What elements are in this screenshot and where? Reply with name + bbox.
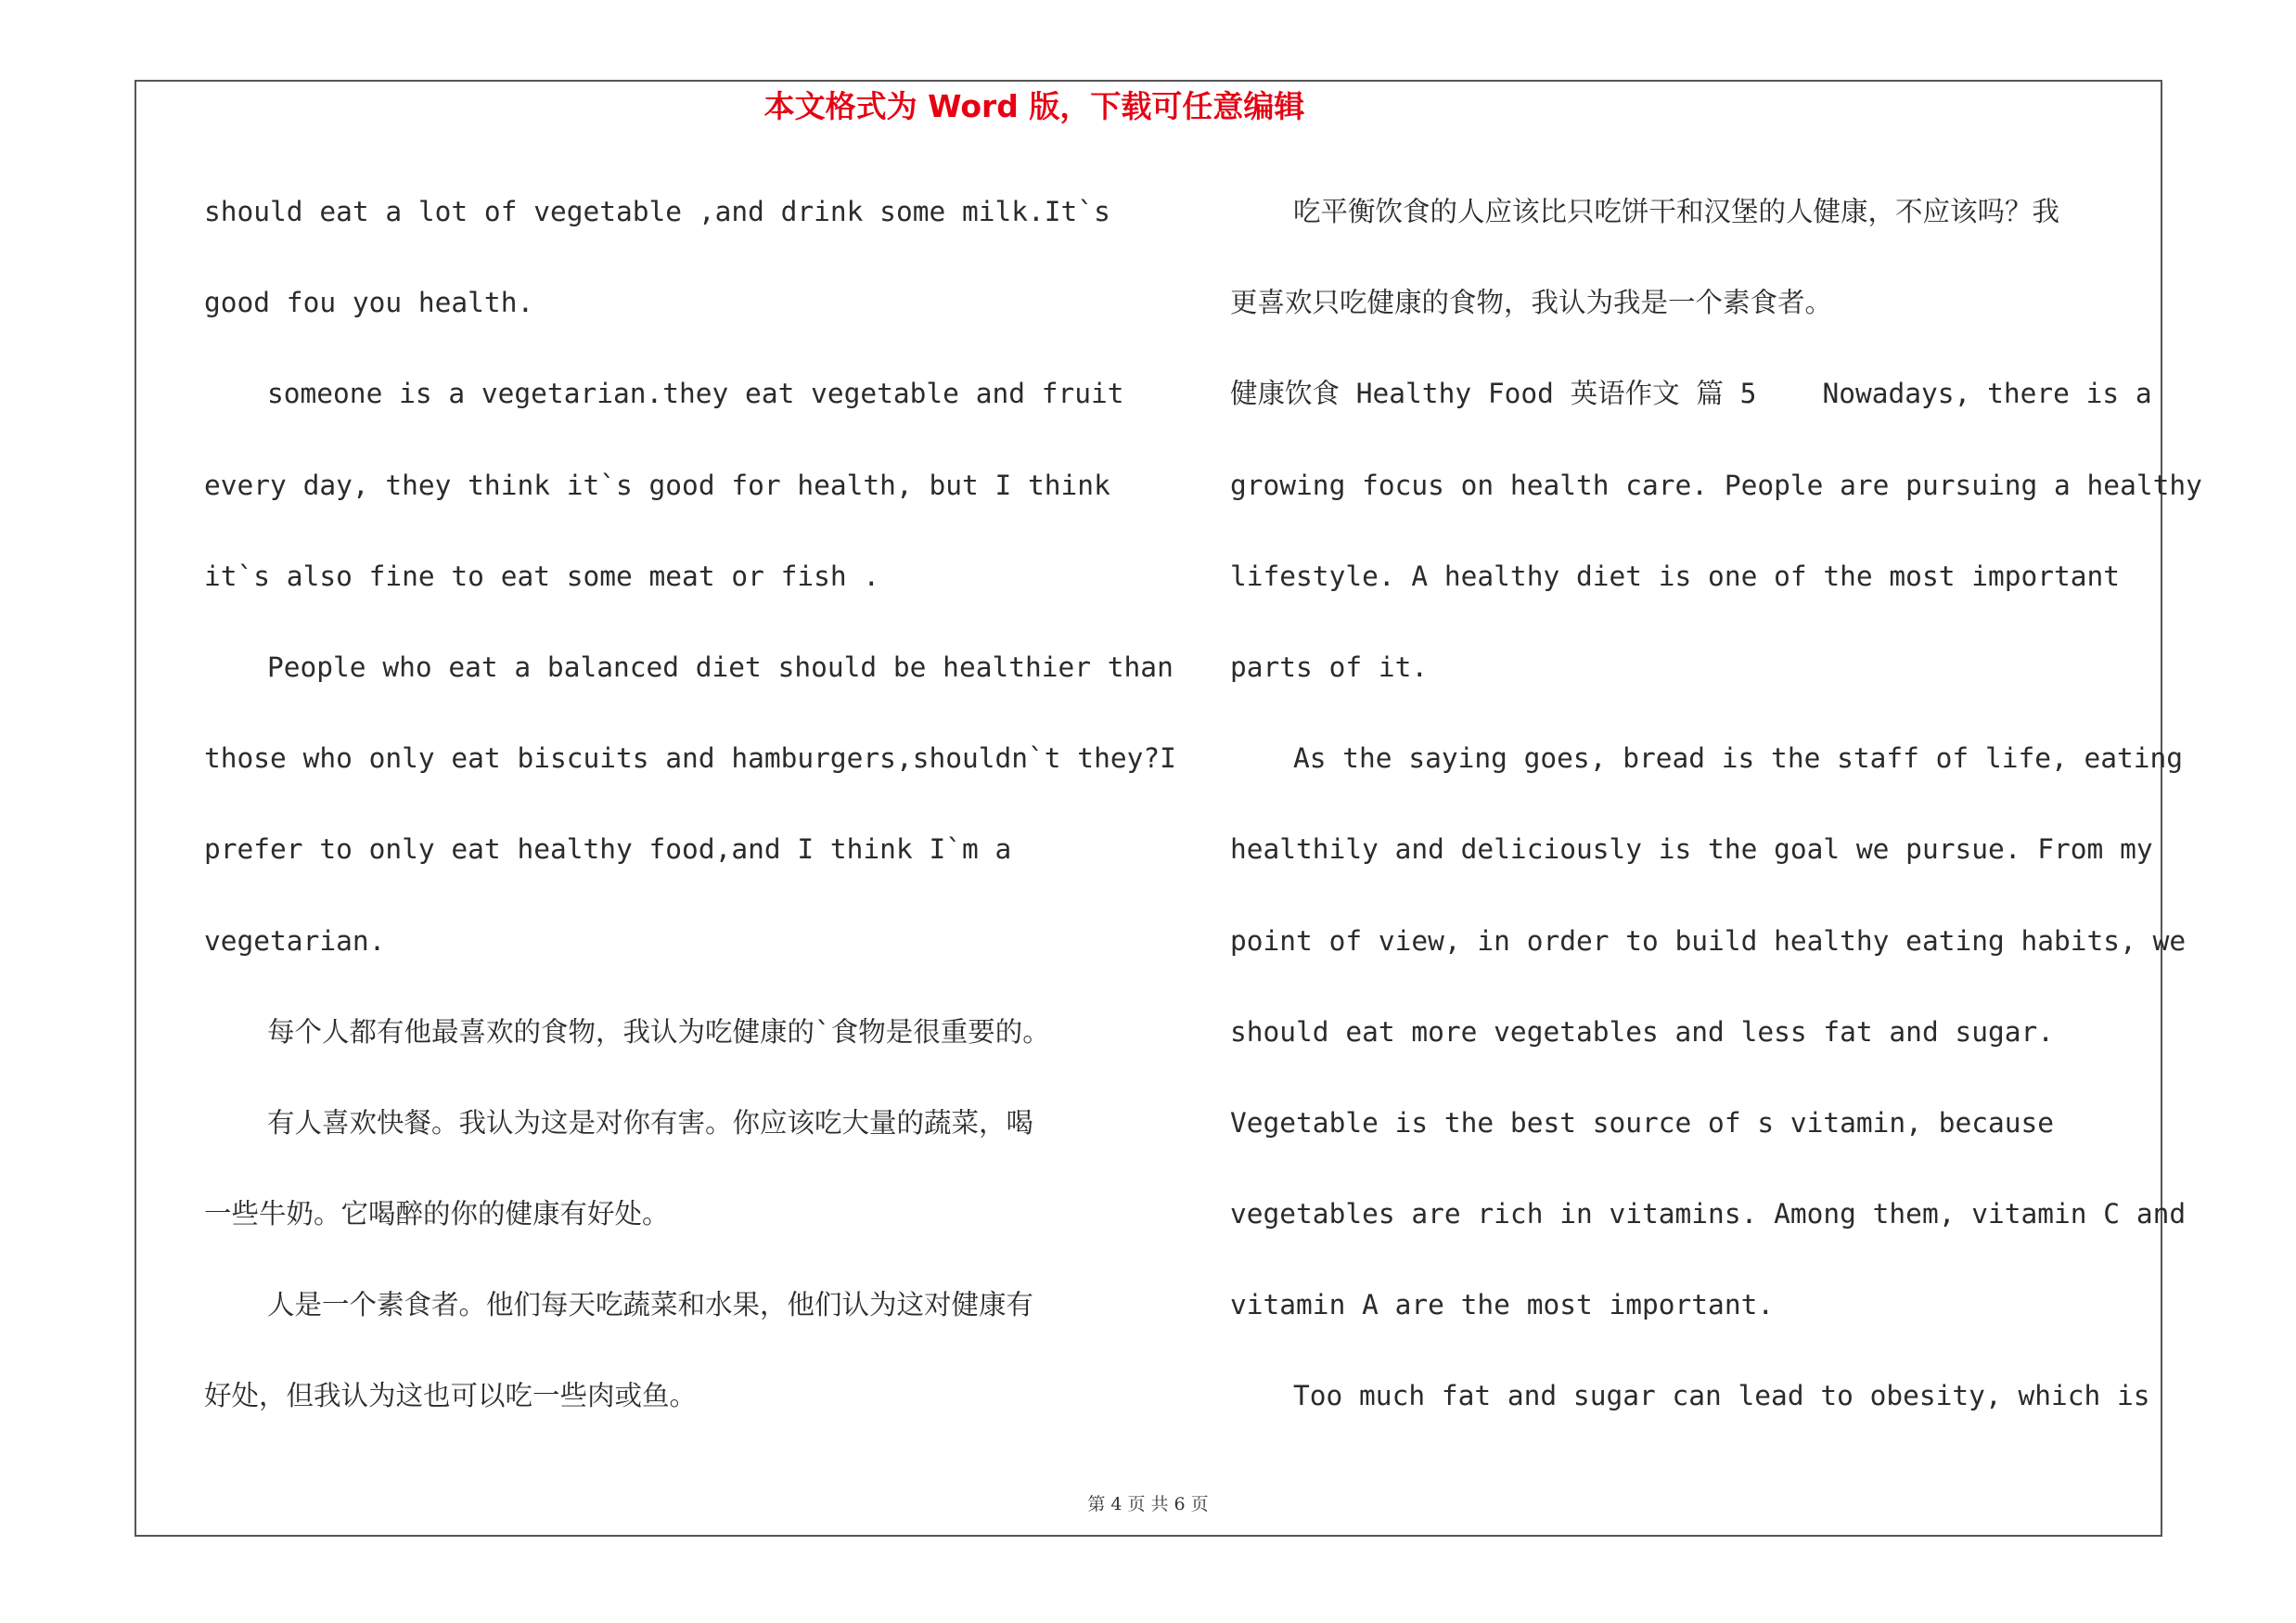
text-line: those who only eat biscuits and hamburgers,shouldn`t they?I [204, 742, 1176, 775]
text-line: growing focus on health care. People are pursuing a healthy [1230, 469, 2202, 501]
text-line: vegetables are rich in vitamins. Among them, vitamin C and [1230, 1198, 2187, 1230]
text-line: every day, they think it`s good for health, but I think [204, 469, 1110, 501]
page-banner: 本文格式为 Word 版，下载可任意编辑 [763, 88, 1305, 124]
text-line: should eat a lot of vegetable ,and drink some milk.It`s [204, 196, 1110, 227]
text-line: should eat more vegetables and less fat and sugar. [1230, 1015, 2055, 1048]
text-line: vegetarian. [204, 924, 386, 957]
text-line: it`s also fine to eat some meat or fish . [204, 560, 880, 592]
text-line: prefer to only eat healthy food,and I think I`m a [204, 833, 1012, 866]
text-line: parts of it. [1230, 650, 1429, 683]
text-line: Vegetable is the best source of s vitamin, because [1230, 1106, 2055, 1139]
text-line: point of view, in order to build healthy eating habits, we [1230, 924, 2187, 957]
text-line: 健康饮食 Healthy Food 英语作文 篇 5 Nowadays, there is a [1230, 378, 2152, 410]
text-line: As the saying goes, bread is the staff of life, eating [1293, 742, 2184, 775]
text-line: 有人喜欢快餐。我认为这是对你有害。你应该吃大量的蔬菜，喝 [267, 1106, 1034, 1139]
text-line: healthily and deliciously is the goal we pursue. From my [1230, 833, 2153, 866]
text-line: good fou you health. [204, 287, 534, 319]
text-line: 每个人都有他最喜欢的食物，我认为吃健康的`食物是很重要的。 [267, 1015, 1050, 1048]
text-line: someone is a vegetarian.they eat vegetable and fruit [267, 378, 1124, 410]
text-line: Too much fat and sugar can lead to obesity, which is [1293, 1380, 2150, 1412]
page-number: 第 4 页 共 6 页 [1087, 1494, 1209, 1514]
left-text-column [204, 186, 1176, 1462]
text-line: vitamin A are the most important. [1230, 1289, 1775, 1321]
right-text-column [1230, 186, 2202, 1462]
text-line: People who eat a balanced diet should be healthier than [267, 650, 1174, 683]
text-line: 好处，但我认为这也可以吃一些肉或鱼。 [204, 1380, 698, 1412]
text-line: 更喜欢只吃健康的食物，我认为我是一个素食者。 [1230, 287, 1833, 319]
text-line: 人是一个素食者。他们每天吃蔬菜和水果，他们认为这对健康有 [267, 1289, 1034, 1321]
text-line: lifestyle. A healthy diet is one of the most important [1230, 560, 2121, 592]
text-line: 一些牛奶。它喝醉的你的健康有好处。 [204, 1198, 670, 1230]
text-line: 吃平衡饮食的人应该比只吃饼干和汉堡的人健康，不应该吗？我 [1293, 196, 2060, 227]
